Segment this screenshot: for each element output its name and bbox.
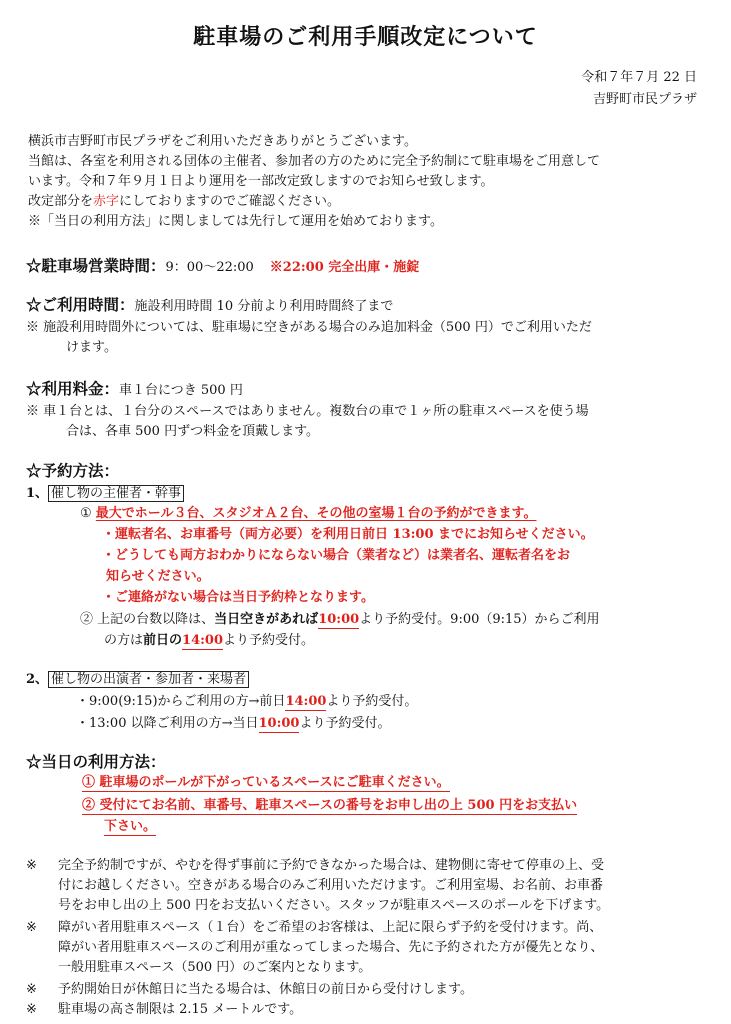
red-text: 赤字 [93, 194, 120, 209]
fee-note: ※ 車１台とは、１台分のスペースではありません。複数台の車で１ヶ所の駐車スペースを使う場 [26, 404, 589, 419]
time-red: 14:00 [182, 633, 224, 648]
sec2-item [76, 714, 391, 734]
note-line: 予約開始日が休館日に当たる場合は、休館日の前日から受付けします。 [58, 982, 473, 997]
note-line: 駐車場の高さ制限は 2.15 メートルです。 [58, 1002, 303, 1017]
intro-line: 横浜市吉野町市民プラザをご利用いただきありがとうございます。 [28, 134, 417, 149]
time-red: 14:00 [285, 694, 327, 709]
sec2-item [76, 692, 417, 712]
intro-line: います。令和７年９月１日より運用を一部改定致しますのでお知らせ致します。 [28, 174, 494, 189]
item2 [80, 610, 600, 630]
fee-section [26, 379, 243, 401]
sameday-step [82, 773, 450, 793]
note-line: 障がい者用駐車スペースのご利用が重なってしまった場合、先に予約された方が優先となり、 [58, 940, 604, 955]
usage-heading: ☆ご利用時間： [26, 295, 135, 314]
item1-sub: ・どうしても両方おわかりにならない場合（業者など）は業者名、運転者名をお [102, 548, 571, 563]
item-mark: ① [80, 506, 92, 521]
time-red: 10:00 [318, 612, 360, 627]
text: にしておりますのでご確認ください。 [119, 194, 341, 209]
item1-text: 最大でホール３台、スタジオＡ２台、その他の室場１台の予約ができます。 [95, 506, 537, 521]
note-mark: ※ [26, 858, 37, 873]
sec-number: 2、 [26, 672, 49, 687]
page-title: 駐車場のご利用手順改定について [193, 24, 538, 50]
item2-cont [104, 631, 314, 651]
item1-sub: 知らせください。 [106, 569, 210, 584]
text: 改定部分を [28, 194, 94, 209]
date: 令和７年７月 22 日 [581, 70, 697, 85]
text: より予約受付。 [223, 633, 315, 648]
usage-note: ※ 施設利用時間外については、駐車場に空きがある場合のみ追加料金（500 円）でご利用いただ [26, 320, 592, 335]
sameday-step [104, 817, 156, 837]
note-line: 障がい者用駐車スペース（１台）をご希望のお客様は、上記に限らず予約を受付けます。尚、 [58, 920, 603, 935]
note-mark: ※ [26, 1002, 37, 1017]
text-bold: 当日空きがあれば [214, 612, 319, 627]
hours-note: ※22:00 完全出庫・施錠 [269, 260, 420, 275]
intro-line: 当館は、各室を利用される団体の主催者、参加者の方のために完全予約制にて駐車場をご用意して [28, 154, 601, 169]
step-text: ① 駐車場のポールが下がっているスペースにご駐車ください。 [82, 775, 450, 790]
sec2-label: 催し物の出演者・参加者・来場者 [48, 671, 249, 688]
hours-heading: ☆駐車場営業時間： [26, 256, 166, 275]
usage-value: 施設利用時間 10 分前より利用時間終了まで [134, 299, 394, 314]
text: 上記の台数以降は、 [97, 612, 215, 627]
item1-sub: ・運転者名、お車番号（両方必要）を利用日前日 13:00 までにお知らせください。 [102, 527, 594, 542]
note-line: 付にお越しください。空きがある場合のみご利用いただけます。ご利用室場、お名前、お車番 [58, 878, 603, 893]
text: ・9:00(9:15)からご利用の方→前日 [76, 694, 286, 709]
sameday-heading: ☆当日の利用方法： [26, 752, 166, 771]
organization: 吉野町市民プラザ [592, 92, 697, 107]
fee-value: 車１台につき 500 円 [119, 383, 243, 398]
hours-value: 9：00〜22:00 [165, 260, 254, 275]
reserve-sec2 [26, 670, 249, 690]
usage-note: けます。 [66, 340, 117, 355]
item1-sub: ・ご連絡がない場合は当日予約枠となります。 [102, 590, 374, 605]
text: の方は [104, 633, 144, 648]
sec1-label: 催し物の主催者・幹事 [48, 485, 184, 502]
fee-heading: ☆利用料金： [26, 379, 120, 398]
fee-note: 合は、各車 500 円ずつ料金を頂戴します。 [66, 424, 320, 439]
note-line: 一般用駐車スペース（500 円）のご案内となります。 [58, 960, 372, 975]
note-line: 号をお申し出の上 500 円をお支払いください。スタッフが駐車スペースのポールを下げます。 [58, 898, 610, 913]
text: より予約受付。 [299, 716, 391, 731]
note-line: 完全予約制ですが、やむを得ず事前に予約できなかった場合は、建物側に寄せて停車の上、受 [58, 858, 605, 873]
usage-section [26, 295, 393, 317]
item1 [80, 504, 537, 524]
hours-section [26, 256, 419, 278]
note-mark: ※ [26, 982, 37, 997]
intro-red-note [28, 192, 340, 212]
text-bold: 前日の [143, 633, 183, 648]
text: より予約受付。 [326, 694, 418, 709]
reserve-heading: ☆予約方法： [26, 461, 120, 480]
time-red: 10:00 [258, 716, 300, 731]
note-mark: ※ [26, 920, 37, 935]
item-mark: ② [80, 612, 94, 627]
sameday-step [82, 796, 577, 816]
step-text: ② 受付にてお名前、車番号、駐車スペースの番号をお申し出の上 500 円をお支払い [82, 798, 578, 813]
text: より予約受付。9:00（9:15）からご利用 [359, 612, 600, 627]
step-text: 下さい。 [104, 819, 157, 834]
intro-line: ※「当日の利用方法」に関しましては先行して運用を始めております。 [28, 214, 443, 229]
text: ・13:00 以降ご利用の方→当日 [76, 716, 259, 731]
sec-number: 1、 [26, 486, 49, 501]
reserve-sec1 [26, 484, 184, 504]
